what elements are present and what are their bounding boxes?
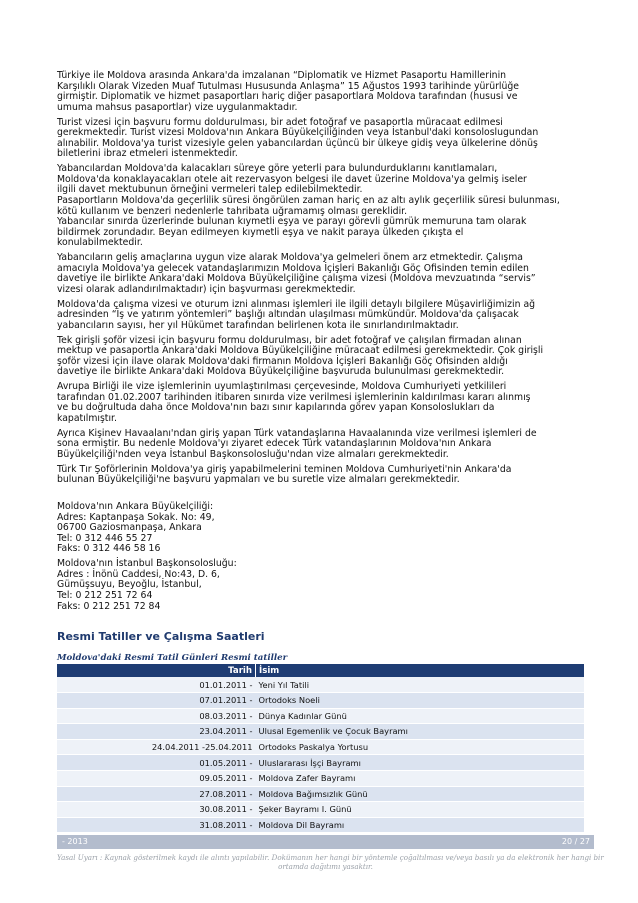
holiday-name: Ulusal Egemenlik ve Çocuk Bayramı [256, 724, 585, 740]
paragraph-line: Türkiye ile Moldova arasında Ankara'da imzalanan “Diplomatik ve Hizmet Pasaportu Hamillerinin [57, 70, 507, 81]
spacer [57, 616, 584, 630]
section-title: Resmi Tatiller ve Çalışma Saatleri [57, 630, 265, 644]
paragraph-line: kötü kullanım ve benzeri nedenlerle tahribata uğramamış olması gereklidir. [57, 205, 408, 217]
paragraph-line: kapatılmıştır. [57, 412, 117, 424]
paragraph-line: Avrupa Birliği ile vize işlemlerinin uyumlaştırılması çerçevesinde, Moldova Cumhuriyeti yetkilileri [57, 381, 507, 393]
holiday-date: 23.04.2011 - [57, 724, 256, 740]
paragraph [57, 164, 584, 249]
paragraph-line: biletlerini ibraz etmeleri istenmektedir. [57, 148, 238, 160]
paragraph [57, 465, 584, 486]
address-block [57, 559, 584, 612]
paragraph-line: davetiye ile birlikte Ankara'daki Moldova Büyükelçiliğine çalışma vizesi (Moldova mevzuatında “servis” [57, 273, 536, 285]
document-body [57, 71, 584, 833]
paragraph [57, 382, 584, 424]
holiday-name: Şeker Bayramı I. Günü [256, 802, 585, 818]
paragraph-line: Yabancılar sınırda üzerlerinde bulunan kıymetli eşya ve parayı görevli gümrük memuruna tam olarak [57, 216, 527, 228]
paragraph-line: Türk Tır Şoförlerinin Moldova'ya giriş yapabilmelerini teminen Moldova Cumhuriyeti'nin Ankara'da [57, 463, 512, 475]
holidays-table [57, 664, 584, 833]
table-caption: Moldova'daki Resmi Tatil Günleri Resmi tatiller [57, 653, 288, 664]
address-block [57, 502, 584, 555]
legal-line: Yasal Uyarı : Kaynak gösterilmek kaydı ile alıntı yapılabilir. Dokümanın her hangi bir yöntemle çoğaltılması ve/veya basılı ya da elektronik her hangi bir [57, 853, 604, 862]
paragraph-line: tarafından 01.02.2007 tarihinden itibaren sınırda vize verilmesi işlemlerinin kaldırılması kararı alınmış [57, 391, 531, 403]
footer-bar [57, 835, 594, 849]
paragraph-line: Yabancıların geliş amaçlarına uygun vize alarak Moldova'ya gelmeleri önem arz etmektedir. Çalışma [57, 252, 524, 264]
holiday-name: Yeni Yıl Tatili [256, 677, 585, 692]
holiday-name: Dünya Kadınlar Günü [256, 708, 585, 724]
table-header-row [57, 664, 584, 677]
table-row [57, 677, 584, 692]
paragraph-line: Turist vizesi için başvuru formu doldurulması, bir adet fotoğraf ve pasaportla müracaat edilmesi [57, 116, 503, 128]
address-line: Adres: Kaptanpaşa Sokak. No: 49, [57, 511, 215, 523]
paragraph-list [57, 71, 584, 486]
column-header-name: İsim [256, 664, 585, 677]
holiday-date: 08.03.2011 - [57, 708, 256, 724]
paragraph-line: alınabilir. Moldova'ya turist vizesiyle gelen yabancılardan üçüncü bir ülkeye gidiş veya ülkelerine dönüş [57, 137, 538, 149]
page-number: 20 / 27 [561, 837, 590, 846]
legal-line: ortamda dağıtımı yasaktır. [278, 862, 373, 871]
holiday-date: 09.05.2011 - [57, 770, 256, 786]
holiday-date: 31.08.2011 - [57, 817, 256, 833]
table-row [57, 755, 584, 771]
address-line: Tel: 0 212 251 72 64 [57, 590, 153, 601]
footer-year: - 2013 [62, 837, 88, 846]
address-line: Faks: 0 312 446 58 16 [57, 543, 161, 555]
paragraph-line: Yabancılardan Moldova'da kalacakları süreye göre yeterli para bulundurduklarını kanıtlamaları, [57, 163, 498, 175]
table-row [57, 802, 584, 818]
paragraph-line: mektup ve pasaportla Ankara'daki Moldova Büyükelçiliğine müracaat edilmesi gerekmektedir. Çok girişli [57, 345, 544, 357]
address-line: Adres : İnönü Caddesi, No:43, D. 6, [57, 568, 220, 580]
column-header-date: Tarih [57, 664, 256, 677]
address-line: Faks: 0 212 251 72 84 [57, 600, 161, 612]
paragraph [57, 253, 584, 295]
table-row [57, 739, 584, 755]
table-row [57, 817, 584, 833]
holiday-name: Ortodoks Paskalya Yortusu [256, 739, 585, 755]
paragraph [57, 300, 584, 332]
address-line: Gümüşsuyu, Beyoğlu, İstanbul, [57, 579, 202, 591]
legal-notice [57, 853, 604, 871]
paragraph-line: Ayrıca Kişinev Havaalanı'ndan giriş yapan Türk vatandaşlarına Havaalanında vize verilmesi işlemleri de [57, 427, 537, 439]
address-line: Moldova'nın Ankara Büyükelçiliği: [57, 501, 214, 513]
holiday-date: 01.01.2011 - [57, 677, 256, 692]
paragraph-line: bulunan Büyükelçiliği'ne başvuru yapmaları ve bu suretle vize almaları gerekmektedir. [57, 474, 460, 486]
paragraph-line: amacıyla Moldova'ya gelecek vatandaşlarımızın Moldova İçişleri Bakanlığı Göç Ofisinden temin edilen [57, 262, 529, 274]
paragraph-line: sona ermiştir. Bu nedenle Moldova'yı ziyaret edecek Türk vatandaşlarının Moldova'nın Ankara [57, 438, 492, 450]
paragraph-line: girmiştir. Diplomatik ve hizmet pasaportları hariç diğer pasaportlara Moldova tarafından (hususi ve [57, 91, 518, 103]
table-body [57, 677, 584, 832]
paragraph-line: ve bu doğrultuda daha önce Moldova'nın bazı sınır kapılarında görev yapan Konsoloslukları da [57, 402, 495, 414]
paragraph-line: davetiye ile birlikte Ankara'daki Moldova Büyükelçiliğine başvuruda bulunulması gerekmektedir. [57, 366, 505, 378]
paragraph [57, 118, 584, 160]
holiday-date: 30.08.2011 - [57, 802, 256, 818]
paragraph-line: Büyükelçiliği'nden veya İstanbul Başkonsolosluğu'ndan vize almaları gerekmektedir. [57, 448, 449, 460]
paragraph [57, 336, 584, 378]
table-row [57, 770, 584, 786]
address-line: Tel: 0 312 446 55 27 [57, 532, 153, 544]
paragraph-line: ilgili davet mektubunun örneğini vermeleri talep edilebilmektedir. [57, 184, 363, 196]
paragraph-line: Karşılıklı Olarak Vizeden Muaf Tutulması Hususunda Anlaşma” 15 Ağustos 1993 tarihinde yürürlüğe [57, 80, 520, 92]
table-row [57, 692, 584, 708]
address-list [57, 502, 584, 612]
paragraph-line: umuma mahsus pasaportlar) vize uygulanmaktadır. [57, 101, 298, 113]
holiday-name: Moldova Dil Bayramı [256, 817, 585, 833]
holiday-date: 07.01.2011 - [57, 692, 256, 708]
paragraph-line: Moldova'da çalışma vizesi ve oturum izni alınması işlemleri ile ilgili detaylı bilgilere Müşavirliğimizin ağ [57, 298, 536, 310]
paragraph-line: gerekmektedir. Turist vizesi Moldova'nın Ankara Büyükelçiliğinden veya İstanbul'daki konsoloslugundan [57, 127, 539, 139]
holiday-date: 01.05.2011 - [57, 755, 256, 771]
paragraph [57, 429, 584, 461]
paragraph-line: konulabilmektedir. [57, 237, 143, 249]
address-line: Moldova'nın İstanbul Başkonsolosluğu: [57, 558, 237, 570]
paragraph [57, 71, 584, 113]
holiday-name: Moldova Bağımsızlık Günü [256, 786, 585, 802]
paragraph-line: Pasaportların Moldova'da geçerlilik süresi öngörülen zaman hariç en az altı aylık geçerlilik süresi bulunması, [57, 194, 560, 206]
paragraph-line: adresinden “İş ve yatırım yöntemleri” başlığı altından ulaşılması mümkündür. Moldova'da çalışacak [57, 309, 519, 321]
holiday-date: 27.08.2011 - [57, 786, 256, 802]
holiday-date: 24.04.2011 -25.04.2011 [57, 739, 256, 755]
paragraph-line: bildirmek zorundadır. Beyan edilmeyen kıymetli eşya ve nakit paraya ülkeden çıkışta el [57, 226, 464, 238]
paragraph-line: Tek girişli şoför vizesi için başvuru formu doldurulması, bir adet fotoğraf ve çalışılan firmadan alınan [57, 334, 522, 346]
holiday-name: Moldova Zafer Bayramı [256, 770, 585, 786]
paragraph-line: vizesi olarak adlandırılmaktadır) için başvurması gerekmektedir. [57, 283, 356, 295]
table-row [57, 724, 584, 740]
paragraph-line: şoför vizesi için ilave olarak Moldova'daki firmanın Moldova İçişleri Bakanlığı Göç Ofisinden aldığı [57, 355, 508, 367]
holiday-name: Ortodoks Noeli [256, 692, 585, 708]
address-line: 06700 Gaziosmanpaşa, Ankara [57, 522, 202, 534]
paragraph-line: Moldova'da konaklayacakları otele ait rezervasyon belgesi ile davet üzerine Moldova'ya gelmiş iseler [57, 173, 527, 185]
paragraph-line: yabancıların sayısı, her yıl Hükümet tarafından belirlenen kota ile sınırlandırılmaktadır. [57, 319, 459, 331]
holiday-name: Uluslararası İşçi Bayramı [256, 755, 585, 771]
table-row [57, 708, 584, 724]
table-row [57, 786, 584, 802]
